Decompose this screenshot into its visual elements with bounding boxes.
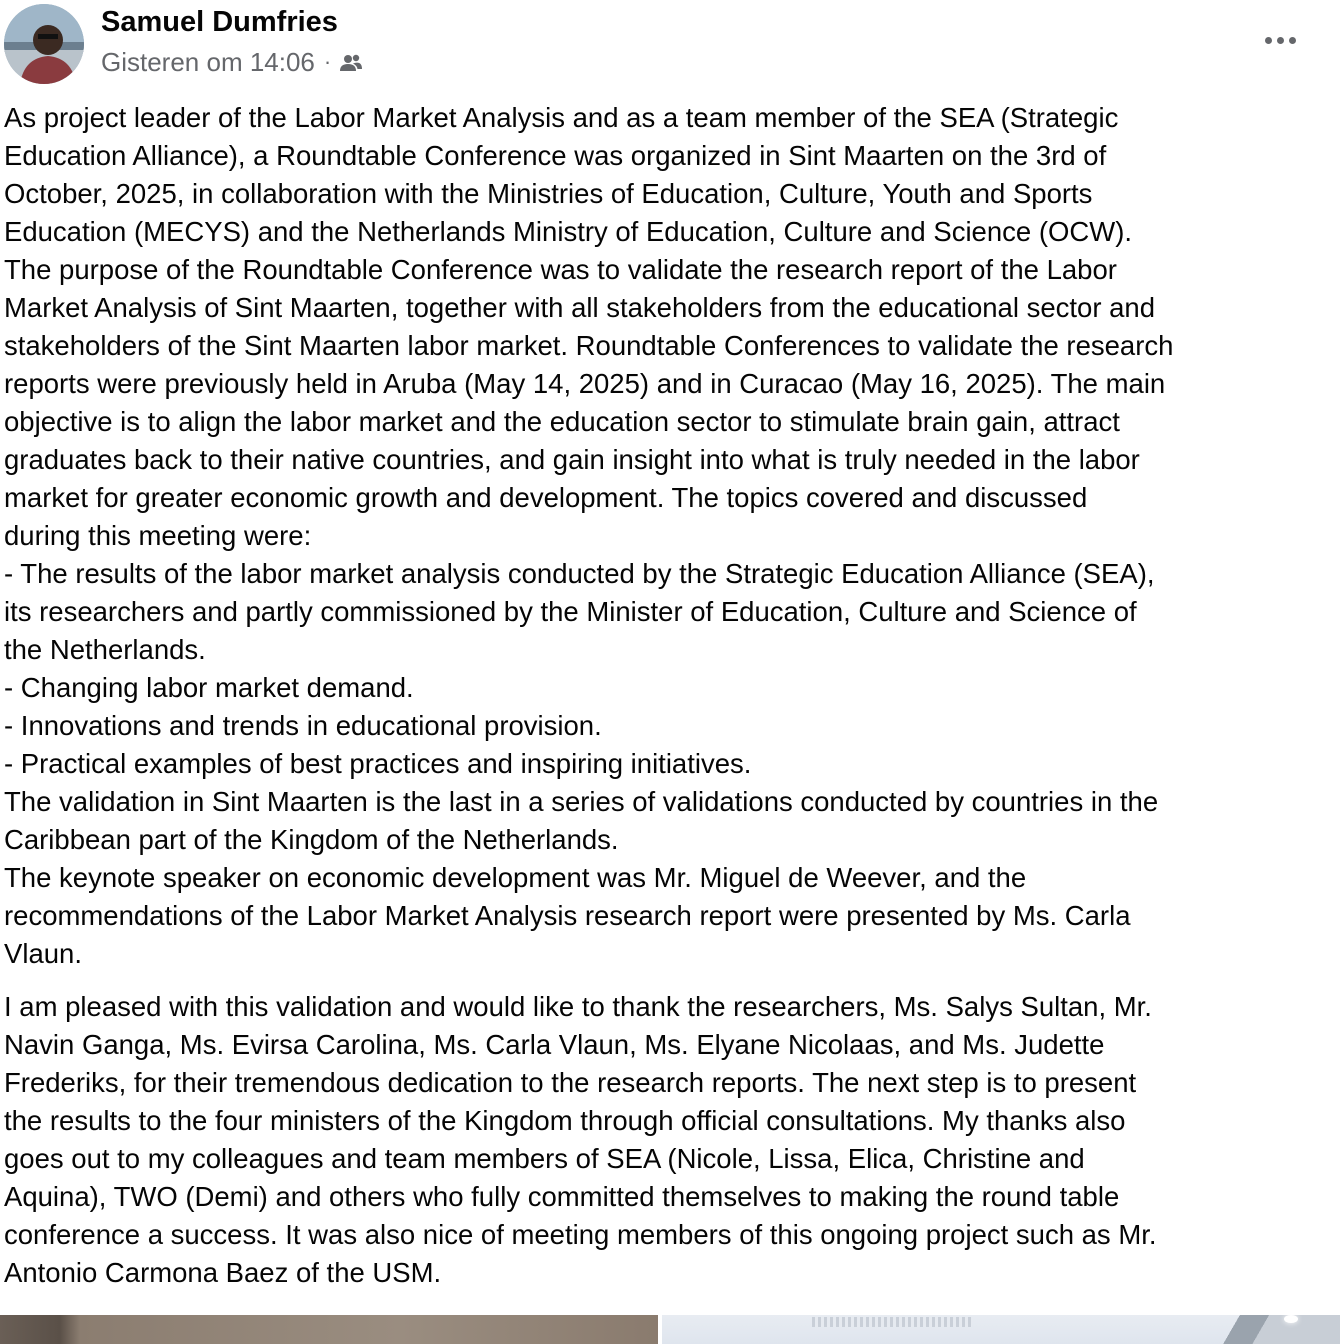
post-photo[interactable] (662, 1315, 1340, 1344)
photo-detail (1162, 1315, 1340, 1344)
photo-grid (0, 1315, 1340, 1344)
post-paragraph: I am pleased with this validation and would like to thank the researchers, Ms. Salys Sultan, Mr. Navin Ganga, Ms. Evirsa Carolina, Ms. Carla Vlaun, Ms. Elyane Nicolaas, and Ms. Judette Frederiks, for their tremendous dedication to the research reports. The next step is to present the results to the four ministers of the Kingdom through official consultations. My thanks also goes out to my colleagues and team members of SEA (Nicole, Lissa, Elica, Christine and Aquina), TWO (Demi) and others who fully committed themselves to making the round table conference a success. It was also nice of meeting members of this ongoing project such as Mr. Antonio Carmona Baez of the USM. (4, 991, 1157, 1288)
photo-detail (812, 1317, 972, 1327)
avatar[interactable] (4, 4, 84, 84)
avatar-photo (4, 4, 84, 84)
more-options-icon-dot (1277, 37, 1284, 44)
more-options-button[interactable] (1256, 22, 1304, 58)
post-paragraph: As project leader of the Labor Market Analysis and as a team member of the SEA (Strategic Education Alliance), a Roundtable Conference was organized in Sint Maarten on the 3rd of October, 2025, in collaboration with the Ministries of Education, Culture, Youth and Sports Education (MECYS) and the Netherlands Ministry of Education, Culture and Science (OCW). The purpose of the Roundtable Conference was to validate the research report of the Labor Market Analysis of Sint Maarten, together with all stakeholders from the educational sector and stakeholders of the Sint Maarten labor market. Roundtable Conferences to validate the research reports were previously held in Aruba (May 14, 2025) and in Curacao (May 16, 2025). The main objective is to align the labor market and the education sector to stimulate brain gain, attract graduates back to their native countries, and gain insight into what is truly needed in the labor market for greater economic growth and development. The topics covered and discussed during this meeting were: - The results of the labor market analysis conducted by the Strategic Education Alliance (SEA), its researchers and partly commissioned by the Minister of Education, Culture and Science of the Netherlands. - Changing labor market demand. - Innovations and trends in educational provision. - Practical examples of best practices and inspiring initiatives. The validation in Sint Maarten is the last in a series of validations conducted by countries in the Caribbean part of the Kingdom of the Netherlands. The keynote speaker on economic development was Mr. Miguel de Weever, and the recommendations of the Labor Market Analysis research report were presented by Ms. Carla Vlaun. (4, 102, 1174, 969)
post-photo[interactable] (0, 1315, 658, 1344)
meta-separator: · (323, 49, 332, 74)
author-name[interactable]: Samuel Dumfries (101, 6, 338, 38)
post-timestamp[interactable]: Gisteren om 14:06 (101, 46, 315, 77)
photo-detail (1284, 1315, 1298, 1323)
friends-icon[interactable] (339, 53, 363, 73)
more-options-icon-dot (1265, 37, 1272, 44)
post-meta (101, 44, 363, 80)
more-options-icon-dot (1289, 37, 1296, 44)
post-text (4, 99, 1334, 1292)
